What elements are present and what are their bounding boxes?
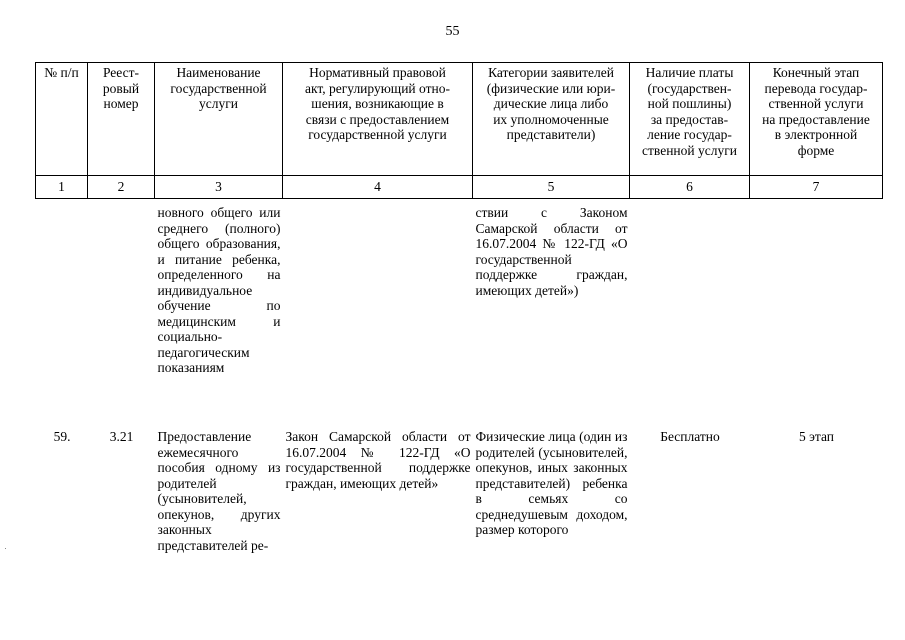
continued-applicants: ствии с Законом Самарской области от 16.07.2004 № 122-ГД «О государственной поддержке граждан, имеющих детей»): [475, 205, 628, 298]
header-fee: [630, 63, 750, 176]
page-number: 55: [445, 24, 460, 39]
header-applicant-categories: [473, 63, 630, 176]
header-label: Категории заявителей (физические или юри- дические лица либо их уполномоченные представители): [486, 65, 616, 142]
header-label: Наличие платы (государствен- ной пошлины) за предостав- ление государ- ственной услуги: [642, 65, 737, 158]
header-row: [36, 63, 883, 176]
header-registry-number: [88, 63, 155, 176]
fee-status: Бесплатно: [660, 429, 720, 444]
final-stage: 5 этап: [798, 429, 835, 444]
header-label: Конечный этап перевода государ- ственной услуги на предоставление в электронной форме: [762, 65, 870, 158]
legal-act: Закон Самарской области от 16.07.2004 № 122-ГД «О государственной поддержке граждан, имеющих детей»: [285, 429, 471, 491]
header-final-stage: [750, 63, 883, 176]
scan-speck: [5, 548, 6, 549]
header-label: Наименование государственной услуги: [170, 65, 267, 111]
table-row-continuation: [36, 199, 883, 418]
table-cell: [630, 199, 750, 418]
header-legal-act: [283, 63, 473, 176]
service-name: Предоставление ежемесячного пособия одному из родителей (усыновителей, опекунов, других законных представителей ре-: [157, 429, 281, 553]
header-item-number: [36, 63, 88, 176]
table-cell: [750, 199, 883, 418]
column-number: 4: [283, 176, 473, 199]
table-cell: [36, 199, 88, 418]
column-number: 1: [36, 176, 88, 199]
column-number: 5: [473, 176, 630, 199]
table-cell: [88, 199, 155, 418]
table-row: [36, 417, 883, 553]
continued-service-name: новного общего или среднего (полного) общего образования, и питание ребенка, определенного на индивидуальное обучение по медицинским и социально-педагогическим показаниям: [157, 205, 281, 375]
header-label: Нормативный правовой акт, регулирующий отно- шения, возникающие в связи с предоставлением государственной услуги: [305, 65, 450, 142]
column-number: 2: [88, 176, 155, 199]
column-number: 3: [155, 176, 283, 199]
header-label: Реест- ровый номер: [102, 65, 140, 111]
column-number: 6: [630, 176, 750, 199]
header-label: № п/п: [44, 65, 79, 80]
header-service-name: [155, 63, 283, 176]
registry-number: 3.21: [109, 429, 134, 444]
table-cell: [283, 199, 473, 418]
column-number: 7: [750, 176, 883, 199]
row-number: 59.: [53, 429, 71, 444]
services-table: [35, 62, 883, 553]
applicant-categories: Физические лица (один из родителей (усыновителей, опекунов, иных законных представителей) ребенка в семьях со среднедушевым доходом, размер которого: [475, 429, 628, 537]
column-numbers-row: [36, 176, 883, 199]
